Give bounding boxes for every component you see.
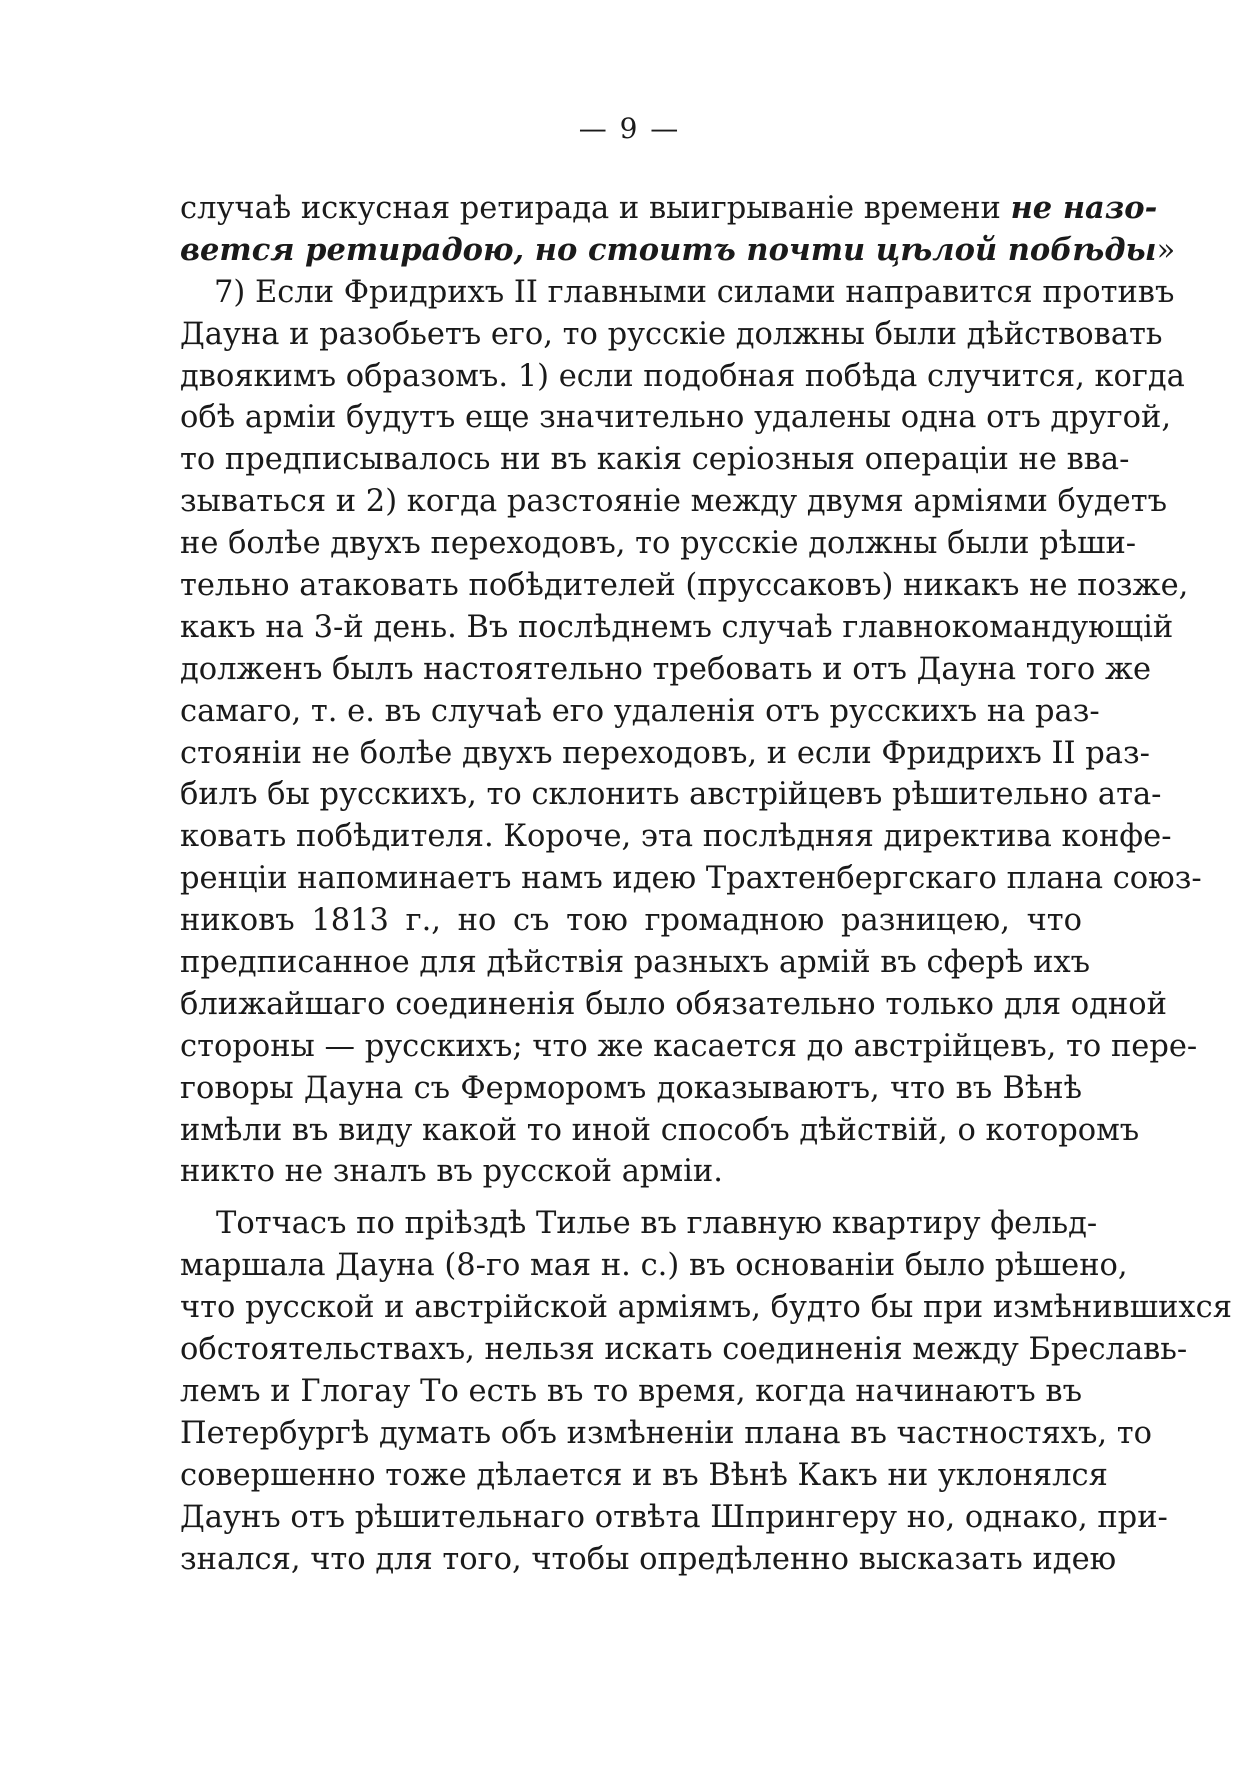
page-number: — 9 — bbox=[578, 112, 681, 145]
body-text bbox=[180, 188, 1232, 1580]
text-line: обѣ арміи будутъ еще значительно удалены одна отъ другой, bbox=[180, 400, 1172, 436]
text-line: говоры Дауна съ Ферморомъ доказываютъ, что въ Вѣнѣ bbox=[180, 1070, 1082, 1106]
text-line: никто не зналъ въ русской арміи. bbox=[180, 1154, 723, 1190]
text-line: лемъ и Глогау То есть въ то время, когда начинаютъ въ bbox=[180, 1373, 1082, 1409]
text-line: совершенно тоже дѣлается и въ Вѣнѣ Какъ ни уклонялся bbox=[180, 1457, 1108, 1493]
text-line: ковать побѣдителя. Короче, эта послѣдняя директива конфе- bbox=[180, 819, 1172, 855]
text-line: стояніи не болѣе двухъ переходовъ, и если Фридрихъ II раз- bbox=[180, 735, 1150, 771]
text-line: ближайшаго соединенія было обязательно только для одной bbox=[180, 986, 1167, 1022]
text-line: долженъ былъ настоятельно требовать и отъ Дауна того же bbox=[180, 651, 1152, 687]
italic-emphasis: не назо- bbox=[1010, 190, 1158, 226]
paragraph-start: Тотчасъ по пріѣздѣ Тилье въ главную квартиру фельд- bbox=[216, 1206, 1098, 1242]
text-line: стороны — русскихъ; что же касается до австрійцевъ, то пере- bbox=[180, 1028, 1198, 1064]
text-line: какъ на 3-й день. Въ послѣднемъ случаѣ главнокомандующій bbox=[180, 609, 1174, 645]
paragraph-7-start: 7) Если Фридрихъ II главными силами направится противъ bbox=[214, 274, 1175, 310]
text-line: билъ бы русскихъ, то склонить австрійцевъ рѣшительно ата- bbox=[180, 777, 1162, 813]
text-line: имѣли въ виду какой то иной способъ дѣйствій, о которомъ bbox=[180, 1112, 1140, 1148]
text-line: никовъ 1813 г., но съ тою громадною разницею, что bbox=[180, 903, 1082, 939]
italic-emphasis: вется ретирадою, но стоитъ почти цѣлой побѣды bbox=[180, 231, 1157, 268]
text-line: ренціи напоминаетъ намъ идею Трахтенбергскаго плана союз- bbox=[180, 861, 1202, 897]
text-line: то предписывалось ни въ какія серіозныя операціи не вва- bbox=[180, 442, 1130, 478]
text-line: маршала Дауна (8-го мая н. с.) въ основаніи было рѣшено, bbox=[180, 1248, 1128, 1284]
text-line: знался, что для того, чтобы опредѣленно высказать идею bbox=[180, 1541, 1117, 1577]
text-line: обстоятельствахъ, нельзя искать соединенія между Бреславь- bbox=[180, 1332, 1188, 1368]
text-line: вется ретирадою, но стоитъ почти цѣлой побѣды» bbox=[180, 231, 1176, 268]
text-line: тельно атаковать побѣдителей (пруссаковъ) никакъ не позже, bbox=[180, 568, 1189, 604]
text-line: что русской и австрійской арміямъ, будто бы при измѣнившихся bbox=[180, 1290, 1232, 1326]
text-line: Петербургѣ думать объ измѣненіи плана въ частностяхъ, то bbox=[180, 1415, 1152, 1451]
text-line: не болѣе двухъ переходовъ, то русскіе должны были рѣши- bbox=[180, 526, 1137, 562]
text-line: Дауна и разобьетъ его, то русскіе должны были дѣйствовать bbox=[180, 316, 1163, 352]
text-line: двоякимъ образомъ. 1) если подобная побѣда случится, когда bbox=[180, 358, 1185, 394]
text-line: Даунъ отъ рѣшительнаго отвѣта Шпрингеру но, однако, при- bbox=[180, 1499, 1168, 1535]
text-line: случаѣ искусная ретирада и выигрываніе времени не назо- bbox=[180, 190, 1158, 226]
text-line: самаго, т. е. въ случаѣ его удаленія отъ русскихъ на раз- bbox=[180, 693, 1100, 729]
text-line: предписанное для дѣйствія разныхъ армій въ сферѣ ихъ bbox=[180, 945, 1091, 981]
text-line: зываться и 2) когда разстояніе между двумя арміями будетъ bbox=[180, 484, 1167, 520]
